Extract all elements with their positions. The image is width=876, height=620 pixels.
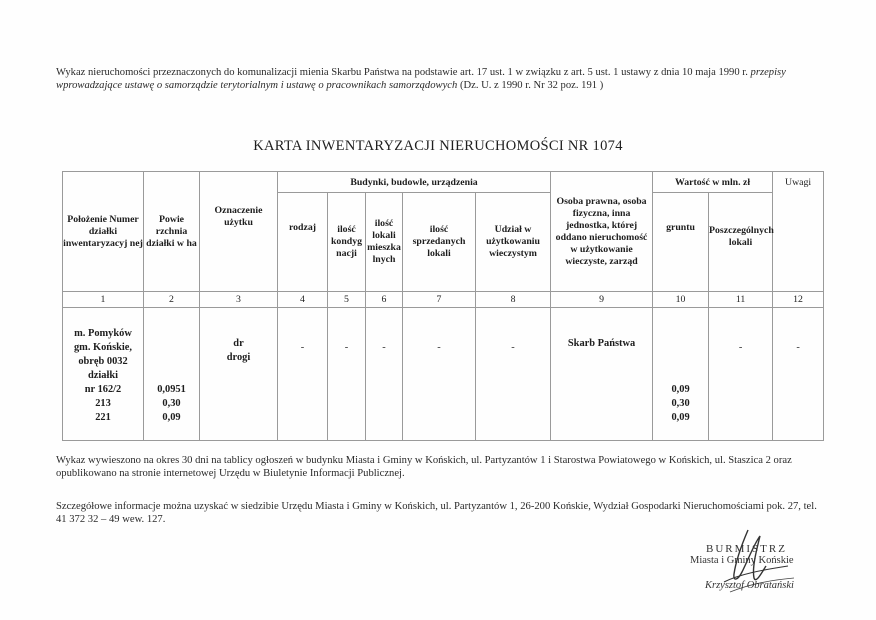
- parcel-number: 213: [95, 398, 111, 409]
- column-number: 6: [366, 292, 403, 308]
- header-flat-value: Poszczególnych lokali: [709, 193, 773, 292]
- intro-paragraph: [56, 66, 806, 92]
- column-number: 4: [278, 292, 328, 308]
- area-cell: [144, 308, 200, 441]
- location-line: m. Pomyków: [74, 328, 132, 339]
- parcel-number: 221: [95, 412, 111, 423]
- dash-mark: -: [437, 342, 441, 353]
- intro-tail: (Dz. U. z 1990 r. Nr 32 poz. 191 ): [459, 80, 604, 91]
- dash-mark: -: [300, 342, 305, 353]
- dash-mark: -: [796, 342, 800, 353]
- stamp-name: Krzysztof Obratański: [705, 580, 794, 591]
- land-value-cell: [653, 308, 709, 441]
- header-location: Położenie Numer działki inwentaryzacyj nej: [63, 172, 144, 292]
- dash-mark: -: [382, 342, 386, 353]
- dash-mark: -: [511, 342, 515, 353]
- header-floors: ilość kondyg nacji: [328, 193, 366, 292]
- column-number: 3: [200, 292, 278, 308]
- intro-text: Wykaz nieruchomości przeznaczonych do komunalizacji mienia Skarbu Państwa na podstawie art. 17 ust. 1 w związku z art. 5 ust. 1 ustawy z dnia 10 maja 1990 r.: [56, 67, 748, 78]
- type-cell: [278, 308, 328, 441]
- sold-flats-cell: [403, 308, 476, 441]
- land-value: 0,09: [671, 384, 690, 395]
- location-line: gm. Końskie,: [73, 342, 133, 353]
- header-remarks: Uwagi: [773, 172, 824, 193]
- header-remarks-cont: [773, 193, 824, 292]
- land-value: 0,30: [671, 398, 690, 409]
- column-number: 10: [653, 292, 709, 308]
- column-number-row: [63, 292, 824, 308]
- location-line: działki: [87, 370, 119, 381]
- use-symbol: dr: [233, 338, 244, 349]
- flats-cell: [366, 308, 403, 441]
- inventory-table: [62, 171, 824, 441]
- remarks-cell: [773, 308, 824, 441]
- column-number: 9: [551, 292, 653, 308]
- header-land-value: gruntu: [653, 193, 709, 292]
- header-row-1: [63, 172, 824, 193]
- column-number: 2: [144, 292, 200, 308]
- use-label: drogi: [226, 352, 251, 363]
- column-number: 12: [773, 292, 824, 308]
- flat-value-cell: [709, 308, 773, 441]
- stamp-subtitle: Miasta i Gminy Końskie: [690, 555, 794, 566]
- column-number: 11: [709, 292, 773, 308]
- header-perpetual-share: Udział w użytkowaniu wieczystym: [476, 193, 551, 292]
- parcel-area: 0,30: [162, 398, 181, 409]
- parcel-number: nr 162/2: [84, 384, 122, 395]
- dash-mark: -: [344, 342, 349, 353]
- floors-cell: [328, 308, 366, 441]
- location-cell: [63, 308, 144, 441]
- document-title: KARTA INWENTARYZACJI NIERUCHOMOŚCI NR 1074: [253, 138, 623, 154]
- use-cell: [200, 308, 278, 441]
- owner-name: Skarb Państwa: [567, 338, 636, 349]
- parcel-area: 0,0951: [157, 384, 186, 395]
- column-number: 8: [476, 292, 551, 308]
- stamp-title: BURMISTRZ: [706, 543, 787, 555]
- posting-notice: Wykaz wywieszono na okres 30 dni na tablicy ogłoszeń w budynku Miasta i Gminy w Końskich, ul. Partyzantów 1 i Starostwa Powiatowego w Końskich, ul. Staszica 2 oraz opublikowano na stronie internetowej Urzędu w Biuletynie Informacji Publicznej.: [56, 455, 792, 479]
- intro-italic: przepisy wprowadzające ustawę o samorządzie terytorialnym i ustawę o pracownikach samorządowych: [56, 67, 786, 91]
- header-use: Oznaczenie użytku: [200, 172, 278, 292]
- header-area: Powie rzchnia działki w ha: [144, 172, 200, 292]
- table-row: [63, 308, 824, 441]
- land-value: 0,09: [671, 412, 690, 423]
- location-line: obręb 0032: [78, 356, 128, 367]
- parcel-area: 0,09: [162, 412, 181, 423]
- column-number: 7: [403, 292, 476, 308]
- share-cell: [476, 308, 551, 441]
- header-value-group: Wartość w mln. zł: [653, 172, 773, 193]
- header-buildings-group: Budynki, budowle, urządzenia: [278, 172, 551, 193]
- dash-mark: -: [738, 342, 743, 353]
- header-flats: ilość lokali mieszka lnych: [366, 193, 403, 292]
- owner-cell: [551, 308, 653, 441]
- contact-info: Szczegółowe informacje można uzyskać w siedzibie Urzędu Miasta i Gminy w Końskich, ul. Partyzantów 1, 26-200 Końskie, Wydział Gospodarki Nieruchomościami pok. 27, tel. 41 372 32 – 49 wew. 127.: [56, 501, 817, 525]
- header-owner: Osoba prawna, osoba fizyczna, inna jednostka, której oddano nieruchomość w użytkowanie wieczyste, zarząd: [551, 172, 653, 292]
- column-number: 1: [63, 292, 144, 308]
- header-sold-flats: ilość sprzedanych lokali: [403, 193, 476, 292]
- column-number: 5: [328, 292, 366, 308]
- header-type: rodzaj: [278, 193, 328, 292]
